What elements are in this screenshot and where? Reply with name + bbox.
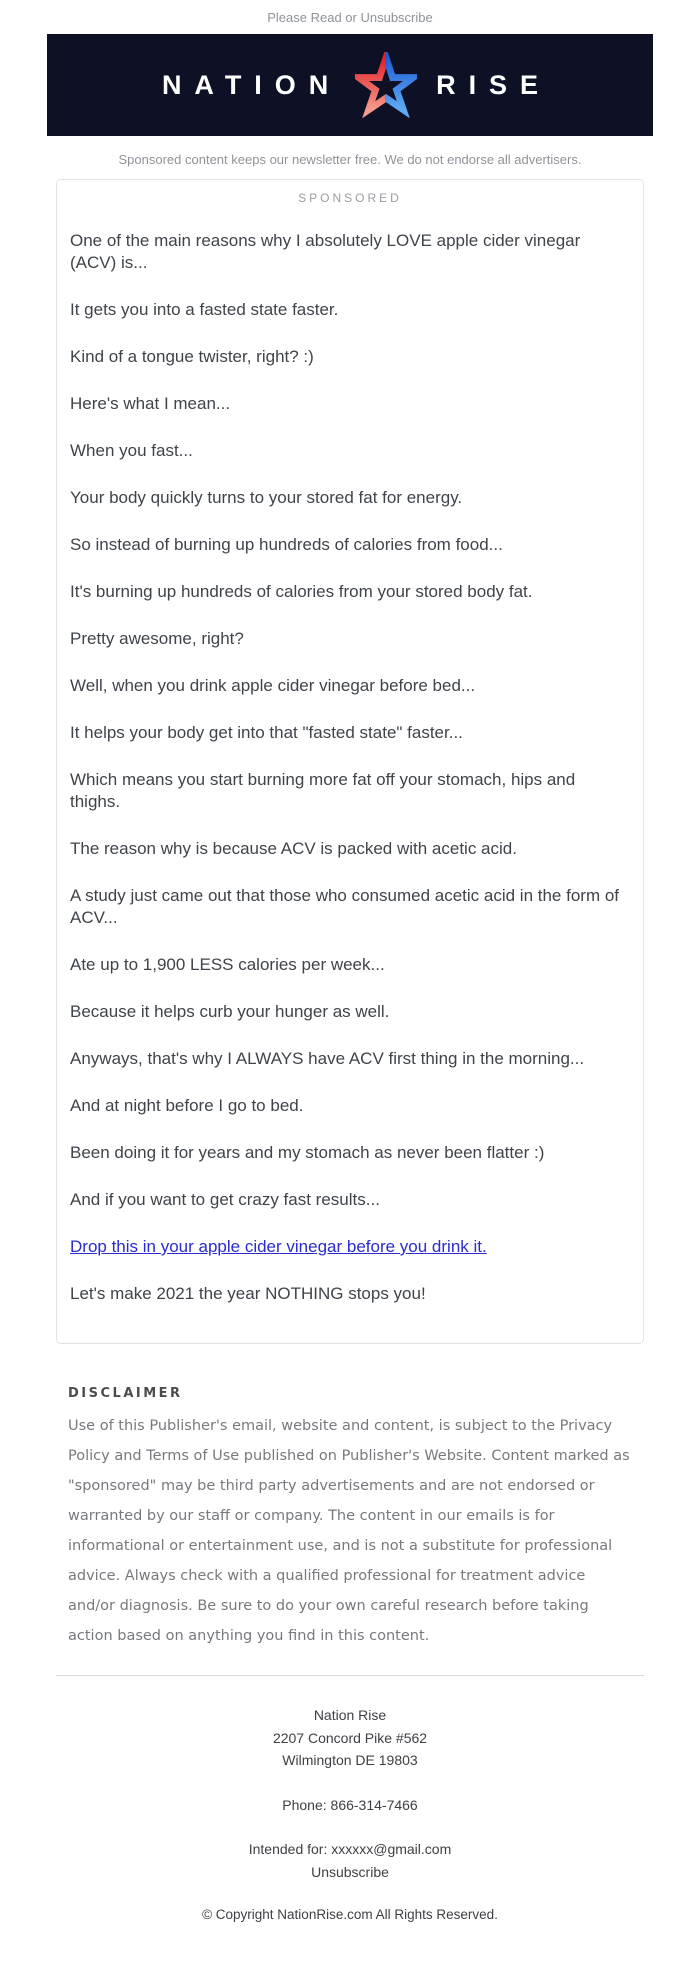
body-paragraph: Kind of a tongue twister, right? :) xyxy=(70,347,314,366)
sponsored-label: SPONSORED xyxy=(298,191,402,205)
footer-intended-for: Intended for: xxxxxx@gmail.com xyxy=(248,1841,452,1857)
footer xyxy=(0,1704,700,1975)
disclaimer-section xyxy=(68,1386,632,1651)
body-paragraph: So instead of burning up hundreds of calories from food... xyxy=(70,535,503,554)
nation-rise-banner[interactable] xyxy=(47,34,653,136)
footer-copyright: © Copyright NationRise.com All Rights Reserved. xyxy=(202,1907,498,1922)
footer-address-line1: 2207 Concord Pike #562 xyxy=(272,1729,428,1746)
body-paragraph: It helps your body get into that "fasted state" faster... xyxy=(70,723,463,742)
body-paragraph: Which means you start burning more fat off your stomach, hips and thighs. xyxy=(70,770,576,811)
body-paragraph: One of the main reasons why I absolutely LOVE apple cider vinegar (ACV) is... xyxy=(70,231,581,272)
sponsored-content-card xyxy=(56,179,644,1344)
disclaimer-heading: DISCLAIMER xyxy=(68,1386,183,1401)
body-paragraph: It gets you into a fasted state faster. xyxy=(70,300,339,319)
closing-paragraph: Let's make 2021 the year NOTHING stops you! xyxy=(70,1284,426,1303)
preheader-text: Please Read or Unsubscribe xyxy=(267,10,433,25)
body-paragraph: Pretty awesome, right? xyxy=(70,629,244,648)
body-paragraph: And at night before I go to bed. xyxy=(70,1096,304,1115)
body-paragraph: And if you want to get crazy fast results... xyxy=(70,1190,380,1209)
body-paragraph: Your body quickly turns to your stored fat for energy. xyxy=(70,488,463,507)
unsubscribe-link[interactable]: Unsubscribe xyxy=(311,1863,389,1880)
body-paragraph: Because it helps curb your hunger as well. xyxy=(70,1002,390,1021)
body-paragraph: Anyways, that's why I ALWAYS have ACV first thing in the morning... xyxy=(70,1049,585,1068)
body-paragraph: When you fast... xyxy=(70,441,193,460)
body-paragraph: Been doing it for years and my stomach as never been flatter :) xyxy=(70,1143,545,1162)
acv-offer-link[interactable]: Drop this in your apple cider vinegar before you drink it. xyxy=(70,1237,487,1256)
body-paragraph: A study just came out that those who consumed acetic acid in the form of ACV... xyxy=(70,886,620,927)
footer-divider xyxy=(56,1675,644,1676)
body-paragraph: The reason why is because ACV is packed with acetic acid. xyxy=(70,839,517,858)
sponsor-disclosure-note: Sponsored content keeps our newsletter free. We do not endorse all advertisers. xyxy=(118,152,582,167)
footer-address-line2: Wilmington DE 19803 xyxy=(282,1752,418,1768)
disclaimer-body: Use of this Publisher's email, website and content, is subject to the Privacy Policy and Terms of Use published on Publisher's Website. Content marked as "sponsored" may be third party advertisements and are not endorsed or warranted by our staff or company. The content in our emails is for informational or entertainment use, and is not a substitute for professional advice. Always check with a qualified professional for treatment advice and/or diagnosis. Be sure to do your own careful research before taking action based on anything you find in this content. xyxy=(68,1418,630,1644)
body-paragraph: It's burning up hundreds of calories from your stored body fat. xyxy=(70,582,533,601)
brand-text-nation: NATION xyxy=(161,69,342,100)
footer-company-name: Nation Rise xyxy=(313,1707,387,1723)
footer-phone: Phone: 866-314-7466 xyxy=(282,1796,418,1813)
body-paragraph: Ate up to 1,900 LESS calories per week... xyxy=(70,955,385,974)
body-paragraph: Here's what I mean... xyxy=(70,394,231,413)
body-paragraph: Well, when you drink apple cider vinegar before bed... xyxy=(70,676,476,695)
star-logo-icon xyxy=(355,52,417,118)
brand-text-rise: RISE xyxy=(436,69,551,100)
